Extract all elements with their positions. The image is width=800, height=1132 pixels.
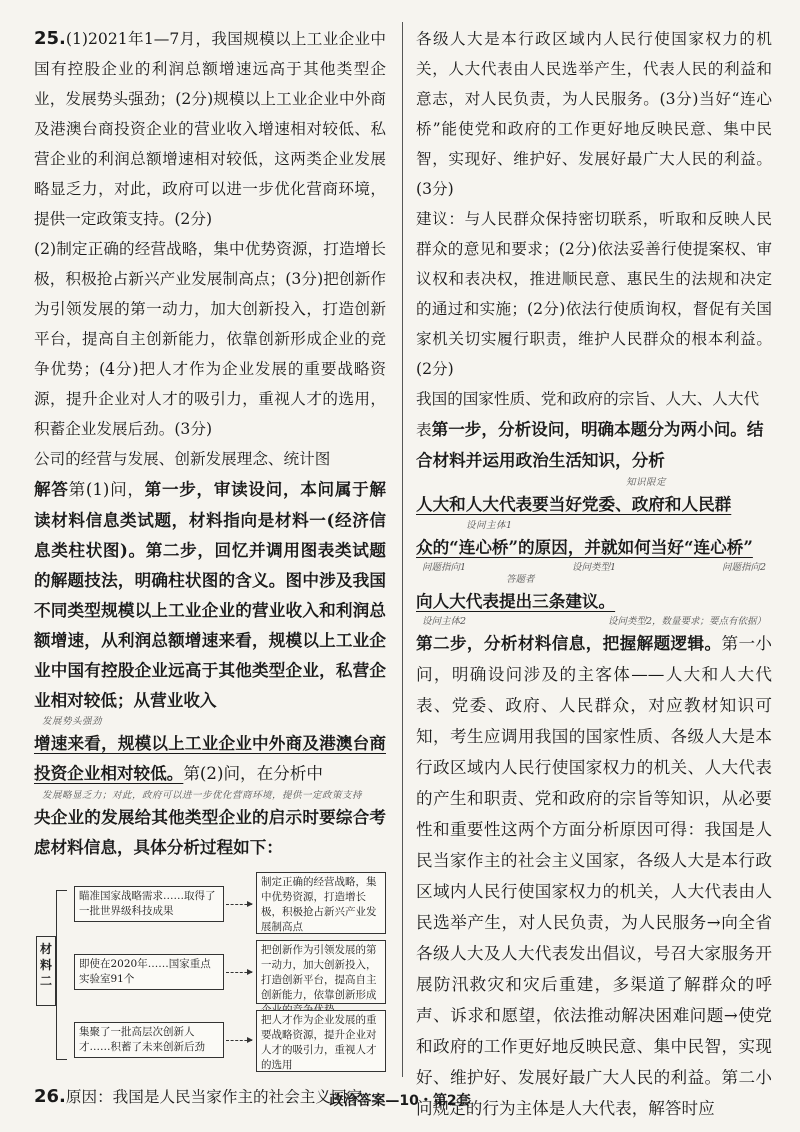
annotation-row-1: 问题指向1 设问类型1 问题指向2: [422, 562, 766, 573]
annotation-row-3: 设问主体2 设问类型2，数量要求；要点有依据）: [422, 616, 766, 627]
right-column: [416, 24, 772, 1124]
diagram-left-box-3: 集聚了一批高层次创新人才……积蓄了未来创新后劲: [74, 1022, 224, 1058]
diagram-arrow-2: [226, 972, 252, 973]
q25-part1: 25.(1)2021年1—7月，我国规模以上工业企业中国有控股企业的利润总额增速远高于其他类型企业，发展势头强劲；(2分)规模以上工业企业中外商及港澳台商投资企业的营业收入增速相对较低、私营企业的利润总额增速相对较低，这两类企业发展略显乏力，对此，政府可以进一步优化营商环境，提供一定政策支持。(2分): [34, 28, 386, 228]
q25-analysis-2: 增速来看，规模以上工业企业中外商及港澳台商投资企业相对较低。第(2)问，在分析中: [34, 733, 386, 783]
handwritten-note-b: 设问主体1: [466, 520, 513, 531]
q26-number: 26.: [34, 1086, 66, 1107]
diagram-left-box-2: 即使在2020年……国家重点实验室91个: [74, 954, 224, 990]
q26-analysis-3: 众的“连心桥”的原因，并就如何当好“连心桥”: [416, 537, 753, 557]
diagram-label: 材料二: [36, 936, 56, 1006]
diagram-right-box-2: 把创新作为引领发展的第一动力，加大创新投入，打造创新平台，提高自主创新能力，依靠创新形成: [256, 940, 386, 1004]
handwritten-note-2: 发展略显乏力；对此，政府可以进一步优化营商环境，提供一定政策支持: [42, 790, 363, 801]
q26-topic: 我国的国家性质、党和政府的宗旨、人大、人大代表第一步，分析设问，明确本题分为两小问。结合材料并运用政治生活知识，分析: [416, 390, 764, 470]
q26-analysis-5: 第二步，分析材料信息，把握解题逻辑。第一小问，明确设问涉及的主客体——人大和人大代表、党委、政府、人民群众，对应教材知识可知，考生应调用我国的国家性质、各级人大是本行政区域内人民行使国家权力的机关、人大代表的产生和职责、党和政府的宗旨等知识，从必要性和重要性这两个方面分析原因可得：我国是人民当家作主的社会主义国家，各级人大是本行政区域内人民行使国家权力的机关，人大代表由人民选举产生，对人民负责，为人民服务→向全省各级人大及人大代表发出倡议，号召大家服务开展防汛救灾和灾后重建，多渠道了解群众的呼声、诉求和愿望，依法推动解决困难问题→使党和政府的工作更好地反映民意、集中民智，实现好、维护好、发展好最广大人民的利益。第二小问规定的行为主体是人大代表，解答时应: [416, 633, 773, 1118]
q25-part2: (2)制定正确的经营战略，集中优势资源，打造增长极，积极抢占新兴产业发展制高点；(3分)把创新作为引领发展的第一动力，加大创新投入，打造创新平台，提高自主创新能力，依靠创新形成企业的竞争优势；(4分)把人才作为企业发展的重要战略资源，提升企业对人才的吸引力，重视人才的选用，积蓄企业发展后劲。(3分): [34, 240, 386, 438]
annotation-row-2: 答题者: [506, 574, 535, 585]
q26-reason: 各级人大是本行政区域内人民行使国家权力的机关，人大代表由人民选举产生，代表人民的利益和意志，对人民负责，为人民服务。(3分)当好“连心桥”能使党和政府的工作更好地反映民意、集中民智，实现好、维护好、发展好最广大人民的利益。(3分): [416, 30, 772, 198]
column-divider: [402, 22, 403, 1077]
diagram-arrow-1: [226, 904, 252, 905]
left-column: [34, 24, 386, 1112]
q26-suggestion: 建议：与人民群众保持密切联系，听取和反映人民群众的意见和要求；(2分)依法妥善行使提案权、审议权和表决权，推进顺民意、惠民生的法规和决定的通过和实施；(2分)依法行使质询权，督促有关国家机关切实履行职责，维护人民群众的根本利益。(2分): [416, 210, 772, 378]
q25-analysis-3: 央企业的发展给其他类型企业的启示时要综合考虑材料信息，具体分析过程如下：: [34, 807, 386, 857]
q26-start: 26.原因：我国是人民当家作主的社会主义国家，: [34, 1086, 378, 1107]
diagram-bracket: [56, 890, 67, 1060]
analysis-diagram: [34, 870, 386, 1082]
handwritten-note-1: 发展势头强劲: [42, 716, 103, 727]
diagram-right-box-3: 把人才作为企业发展的重要战略资源，提升企业对人才的吸引力，重视人才的选用: [256, 1010, 386, 1072]
q26-analysis-4: 向人大代表提出三条建议。: [416, 591, 616, 611]
diagram-left-box-1: 瞄准国家战略需求……取得了一批世界级科技成果: [74, 886, 224, 922]
q26-analysis-2: 人大和人大代表要当好党委、政府和人民群: [416, 494, 732, 514]
q25-topic: 公司的经营与发展、创新发展理念、统计图: [34, 450, 331, 468]
diagram-arrow-3: [226, 1040, 252, 1041]
page-footer: 政治答案—10・第2套: [329, 1093, 471, 1109]
diagram-right-box-1: 制定正确的经营战略，集中优势资源，打造增长极，积极抢占新兴产业发展制高点: [256, 872, 386, 934]
handwritten-note-a: 知识限定: [626, 477, 667, 488]
q25-analysis-1: 解答第(1)问，第一步，审读设问，本问属于解读材料信息类试题，材料指向是材料一(经济信息类柱状图)。第二步，回忆并调用图表类试题的解题技法，明确柱状图的含义。图中涉及我国不同类型规模以上工业企业的营业收入和利润总额增速，从利润总额增速来看，规模以上工业企业中国有控股企业远高于其他类型企业，私营企业相对较低；从营业收入: [34, 479, 387, 710]
q25-number: 25.: [34, 28, 66, 49]
